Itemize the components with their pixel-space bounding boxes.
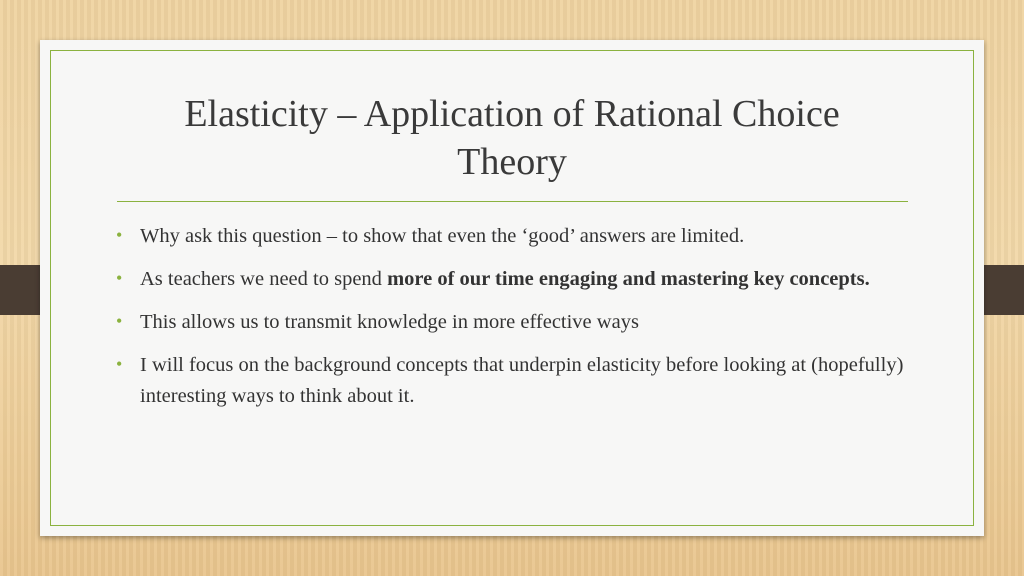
bullet-text: I will focus on the background concepts that underpin elasticity before looking at (hopefully) interesting ways to think about it. — [140, 354, 904, 407]
bullet-marker: • — [116, 311, 123, 331]
bullet-marker: • — [116, 225, 123, 245]
slide-card — [40, 40, 984, 536]
bullet-marker: • — [116, 268, 123, 288]
bullet-list — [114, 221, 904, 424]
bullet-text: As teachers we need to spend — [140, 268, 388, 290]
bullet-marker: • — [116, 354, 123, 374]
bullet-item — [114, 264, 904, 295]
bullet-emphasis: more of our time engaging and mastering key concepts. — [387, 268, 870, 290]
bullet-item — [114, 307, 904, 338]
bullet-text: This allows us to transmit knowledge in more effective ways — [140, 311, 639, 333]
bullet-item — [114, 350, 904, 412]
bullet-item — [114, 221, 904, 252]
title-divider — [117, 201, 908, 202]
bullet-text: Why ask this question – to show that even the ‘good’ answers are limited. — [140, 225, 745, 247]
slide-title: Elasticity – Application of Rational Choice Theory — [184, 93, 840, 183]
